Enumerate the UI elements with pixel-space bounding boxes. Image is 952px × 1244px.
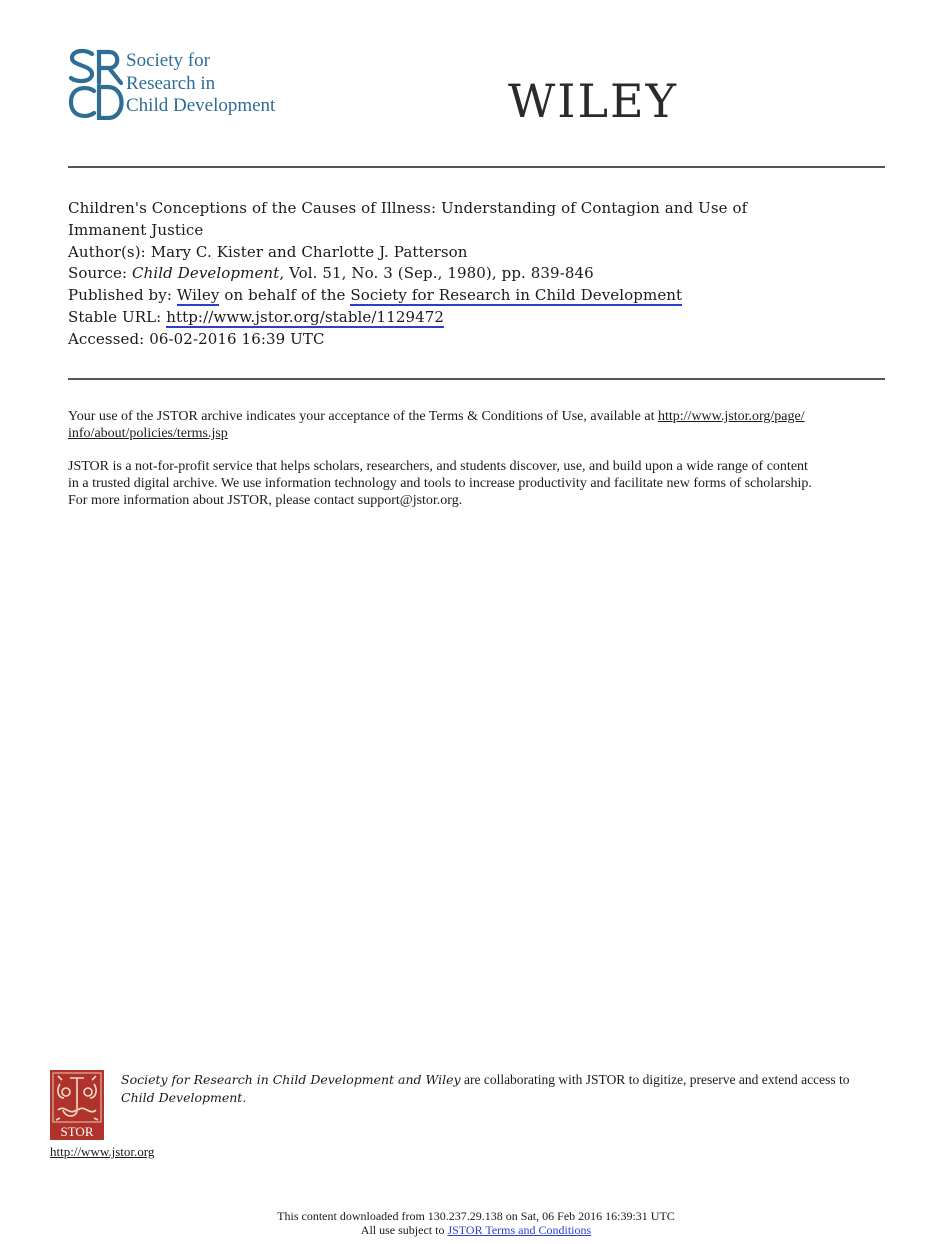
- on-behalf-text: on behalf of the: [224, 286, 346, 305]
- download-footer: [0, 1210, 952, 1237]
- accessed-line: Accessed: 06-02-2016 16:39 UTC: [68, 329, 325, 348]
- source-label: Source:: [68, 264, 128, 283]
- society-link[interactable]: Society for Research in Child Development: [350, 286, 683, 305]
- collaboration-statement: [121, 1071, 911, 1107]
- srcd-monogram-icon: [68, 48, 128, 120]
- stable-url-label: Stable URL:: [68, 307, 162, 326]
- journal-name: Child Development: [132, 264, 280, 283]
- jstor-logo-icon: [50, 1070, 104, 1140]
- jstor-terms-link[interactable]: JSTOR Terms and Conditions: [447, 1222, 592, 1237]
- stable-url-link[interactable]: http://www.jstor.org/stable/1129472: [166, 307, 445, 326]
- published-line: [68, 285, 888, 307]
- source-details: , Vol. 51, No. 3 (Sep., 1980), pp. 839-846: [279, 264, 594, 283]
- srcd-logo-line-2: Research in: [126, 72, 216, 94]
- jstor-logo-text: STOR: [60, 1124, 94, 1139]
- article-title: Children's Conceptions of the Causes of Illness: Understanding of Contagion and Use of Immanent Justice: [68, 199, 748, 239]
- authors-line: [68, 242, 888, 264]
- jstor-info-paragraph: [68, 458, 888, 509]
- srcd-logo-line-3: Child Development: [126, 95, 276, 116]
- wiley-logo: WILEY: [508, 74, 678, 128]
- usage-prefix: All use subject to: [360, 1222, 448, 1237]
- top-divider: [68, 166, 885, 168]
- citation-block: [68, 198, 888, 351]
- terms-url-link-part-2[interactable]: info/about/policies/terms.jsp: [68, 426, 228, 441]
- srcd-logo-line-1: Society for: [126, 50, 210, 71]
- publisher-link[interactable]: Wiley: [176, 286, 220, 305]
- source-line: [68, 263, 888, 285]
- srcd-logo-text: [126, 50, 275, 118]
- jstor-info-line-3: For more information about JSTOR, please contact support@jstor.org.: [68, 493, 463, 508]
- terms-paragraph: [68, 408, 888, 442]
- srcd-logo: [68, 48, 298, 122]
- terms-text: Your use of the JSTOR archive indicates your acceptance of the Terms & Conditions of Use, available at: [68, 409, 655, 424]
- terms-url-link-part-1[interactable]: http://www.jstor.org/page/: [658, 409, 805, 424]
- published-label: Published by:: [68, 286, 172, 305]
- terms-text-wrapper: [68, 408, 888, 442]
- stable-url-line: [68, 307, 888, 329]
- collaboration-journal: Child Development.: [121, 1090, 247, 1105]
- jstor-home-link[interactable]: http://www.jstor.org: [50, 1144, 155, 1159]
- collaboration-partners: Society for Research in Child Development and Wiley: [121, 1072, 461, 1087]
- usage-line: [0, 1224, 952, 1238]
- download-info: This content downloaded from 130.237.29.138 on Sat, 06 Feb 2016 16:39:31 UTC: [277, 1209, 675, 1223]
- authors: Mary C. Kister and Charlotte J. Patterson: [150, 242, 468, 261]
- jstor-info-line-2: in a trusted digital archive. We use information technology and tools to increase productivity and facilitate new forms of scholarship.: [68, 476, 812, 491]
- collaboration-text: are collaborating with JSTOR to digitize, preserve and extend access to: [460, 1072, 850, 1087]
- jstor-info-line-1: JSTOR is a not-for-profit service that helps scholars, researchers, and students discover, use, and build upon a wide range of content: [68, 459, 808, 474]
- authors-label: Author(s):: [68, 242, 146, 261]
- bottom-divider: [68, 378, 885, 380]
